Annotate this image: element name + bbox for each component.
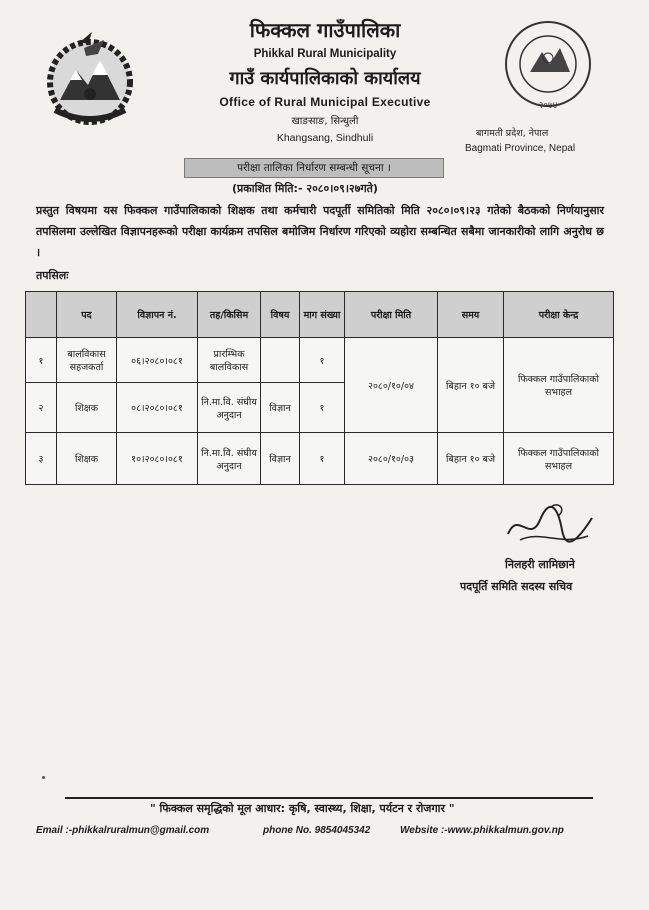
municipality-name-np: फिक्कल गाउँपालिका: [249, 18, 401, 42]
published-date: (प्रकाशित मिति:- २०८०।०९।२७गते): [232, 182, 378, 195]
cell-exam-date: २०८०/१०/०३: [345, 433, 438, 485]
table-row: [26, 338, 614, 383]
col-header-vacancy: माग संख्या: [300, 292, 345, 338]
table-row: [26, 433, 614, 485]
details-label: तपसिलः: [36, 269, 69, 282]
signatory-title: पदपूर्ति समिति सदस्य सचिव: [460, 580, 573, 593]
footer-email: Email :-phikkalruralmun@gmail.com: [36, 825, 210, 836]
col-header-center: परीक्षा केन्द्र: [504, 292, 614, 338]
cell-vacancy: १: [300, 433, 345, 485]
province-en: Bagmati Province, Nepal: [465, 143, 576, 154]
signature-icon: [500, 500, 600, 550]
notice-subject: परीक्षा तालिका निर्धारण सम्बन्धी सूचना ।: [184, 158, 444, 178]
cell-center: फिक्कल गाउँपालिकाको सभाहल: [504, 433, 614, 485]
cell-vacancy: १: [300, 338, 345, 383]
notice-body: प्रस्तुत विषयमा यस फिक्कल गाउँपालिकाको शिक्षक तथा कर्मचारी पदपूर्ती समितिको मिति २०८०।०९।२३ गतेको बैठकको निर्णयानुसार तपसिलमा उल्लेखित विज्ञापनहरूको परीक्षा कार्यक्रम तपसिल बमोजिम निर्धारण गरिएको व्यहोरा सम्बन्धित सबैमा जानकारीको लागि अनुरोध छ ।: [36, 204, 604, 259]
col-header-post: पद: [57, 292, 117, 338]
cell-exam-date-merged: २०८०/१०/०४: [345, 338, 438, 433]
table-header-row: [26, 292, 614, 338]
cell-time: बिहान १० बजे: [438, 433, 504, 485]
col-header-subject: विषय: [261, 292, 300, 338]
col-header-exam-date: परीक्षा मिति: [345, 292, 438, 338]
cell-post: शिक्षक: [57, 433, 117, 485]
footer-divider: [65, 797, 593, 799]
office-name-en: Office of Rural Municipal Executive: [219, 95, 431, 109]
cell-post: शिक्षक: [57, 383, 117, 433]
cell-sn: ३: [26, 433, 57, 485]
cell-ad-no: ०६।२०८०।०८१: [117, 338, 198, 383]
cell-center-merged: फिक्कल गाउँपालिकाको सभाहल: [504, 338, 614, 433]
address-np: खाङसाङ, सिन्धुली: [291, 116, 359, 127]
cell-subject: [261, 338, 300, 383]
footer-phone: phone No. 9854045342: [263, 825, 371, 836]
cell-subject: विज्ञान: [261, 383, 300, 433]
cell-subject: विज्ञान: [261, 433, 300, 485]
exam-schedule-table: [25, 291, 614, 485]
col-header-level: तह/किसिम: [198, 292, 261, 338]
signatory-name: निलहरी लामिछाने: [505, 558, 575, 571]
col-header-sn: [26, 292, 57, 338]
cell-sn: २: [26, 383, 57, 433]
col-header-ad-no: विज्ञापन नं.: [117, 292, 198, 338]
nepal-emblem-icon: [40, 30, 140, 130]
footer-website: Website :-www.phikkalmun.gov.np: [400, 825, 564, 836]
cell-time-merged: बिहान १० बजे: [438, 338, 504, 433]
municipality-seal-icon: [498, 14, 598, 114]
cell-level: नि.मा.वि. संघीय अनुदान: [198, 383, 261, 433]
cell-ad-no: ०८।२०८०।०८१: [117, 383, 198, 433]
footer-motto: " फिक्कल समृद्धिको मूल आधार: कृषि, स्वास्थ्य, शिक्षा, पर्यटन र रोजगार ": [150, 802, 455, 815]
municipality-name-en: Phikkal Rural Municipality: [253, 48, 397, 60]
province-np: बागमती प्रदेश, नेपाल: [476, 128, 549, 139]
cell-post: बालविकास सहजकर्ता: [57, 338, 117, 383]
cell-sn: १: [26, 338, 57, 383]
stamp-year: २०७४: [538, 101, 558, 111]
cell-vacancy: १: [300, 383, 345, 433]
scan-speck: [42, 776, 45, 779]
col-header-time: समय: [438, 292, 504, 338]
cell-level: प्रारम्भिक बालविकास: [198, 338, 261, 383]
cell-level: नि.मा.वि. संघीय अनुदान: [198, 433, 261, 485]
cell-ad-no: १०।२०८०।०८१: [117, 433, 198, 485]
office-name-np: गाउँ कार्यपालिकाको कार्यालय: [229, 68, 421, 89]
address-en: Khangsang, Sindhuli: [276, 132, 374, 144]
